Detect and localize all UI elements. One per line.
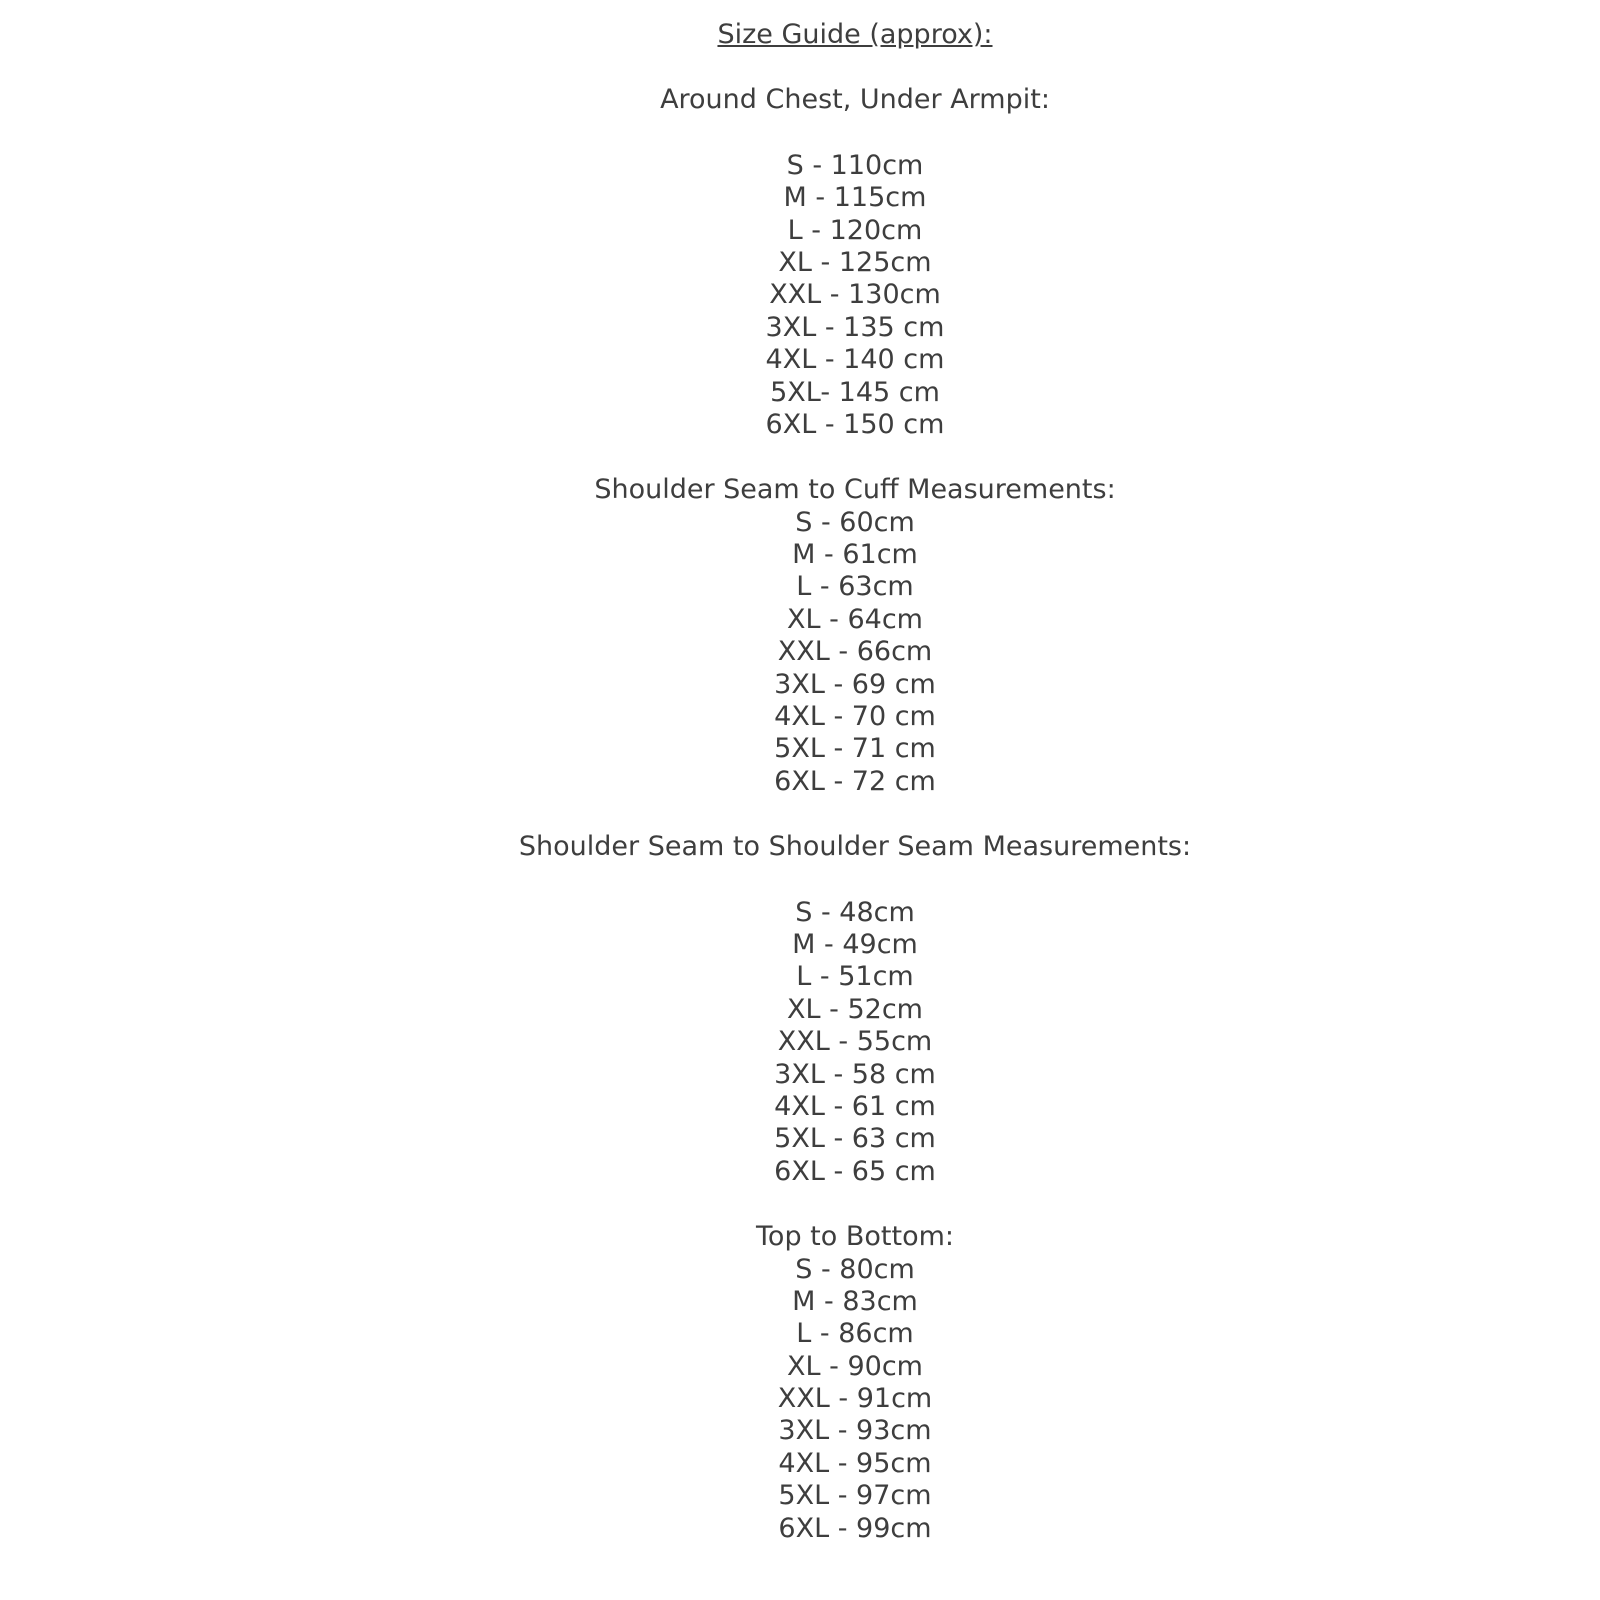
size-row: 6XL - 72 cm [774,765,936,797]
blank-line [110,864,1600,897]
size-row: 4XL - 140 cm [765,344,945,376]
size-row: 3XL - 69 cm [774,668,936,700]
size-guide-title: Size Guide (approx): [717,19,993,50]
size-row: 5XL - 63 cm [774,1123,936,1155]
size-row: XXL - 66cm [777,636,933,668]
size-row: M - 115cm [783,182,927,214]
section-heading: Shoulder Seam to Cuff Measurements: [594,474,1116,506]
size-row: L - 63cm [796,571,914,603]
section-heading: Around Chest, Under Armpit: [660,84,1050,116]
blank-line [110,798,1600,831]
size-row: S - 80cm [795,1253,915,1285]
blank-line [110,51,1600,84]
section-heading: Top to Bottom: [756,1221,954,1253]
size-row: L - 120cm [787,214,923,246]
size-row: 3XL - 135 cm [765,311,945,343]
size-row: XL - 52cm [787,993,923,1025]
size-row: XXL - 55cm [777,1026,933,1058]
size-row: S - 48cm [795,896,915,928]
size-row: 4XL - 61 cm [774,1090,936,1122]
size-row: S - 110cm [786,149,924,181]
size-row: XL - 125cm [778,246,932,278]
size-row: S - 60cm [795,506,915,538]
size-row: L - 86cm [796,1318,914,1350]
size-row: M - 83cm [792,1285,918,1317]
size-row: M - 49cm [792,928,918,960]
size-row: 5XL - 71 cm [774,733,936,765]
blank-line [110,1188,1600,1221]
size-row: L - 51cm [796,961,914,993]
size-row: 6XL - 65 cm [774,1155,936,1187]
size-row: XXL - 91cm [777,1383,933,1415]
size-row: 3XL - 58 cm [774,1058,936,1090]
size-row: XL - 90cm [787,1350,923,1382]
size-row: 5XL - 97cm [778,1480,932,1512]
size-guide-sections [110,84,1600,1545]
size-row: XL - 64cm [787,603,923,635]
section-heading: Shoulder Seam to Shoulder Seam Measurements: [518,831,1192,863]
size-row: 6XL - 99cm [778,1512,932,1544]
size-row: 4XL - 70 cm [774,701,936,733]
size-row: 4XL - 95cm [778,1447,932,1479]
size-row: 5XL- 145 cm [770,376,940,408]
blank-line [110,117,1600,150]
size-row: 3XL - 93cm [778,1415,932,1447]
size-row: XXL - 130cm [769,279,941,311]
blank-line [110,441,1600,474]
size-row: M - 61cm [792,539,918,571]
size-row: 6XL - 150 cm [765,408,945,440]
